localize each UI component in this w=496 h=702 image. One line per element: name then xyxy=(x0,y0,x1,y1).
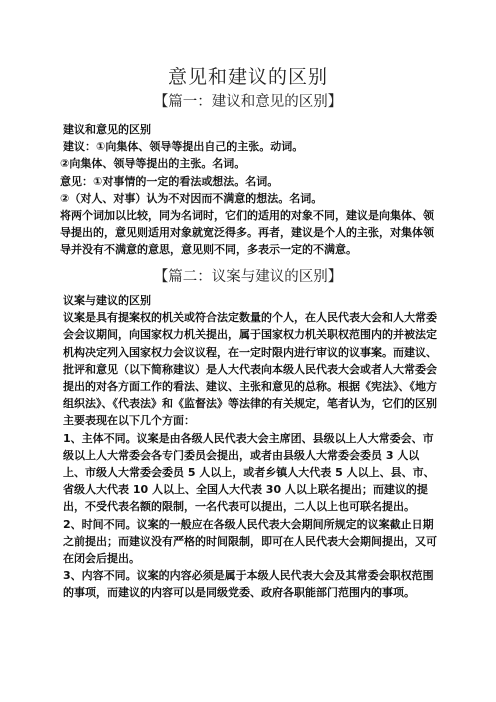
paragraph: 议案是具有提案权的机关或符合法定数量的个人，在人民代表大会和人大常委会会议期间，向国家权力机关提出，属于国家权力机关职权范围内的并被法定机构决定列入国家权力会议议程，在一定时限内进行审议的议事案。而建议、批评和意见（以下简称建议）是人大代表向本级人民代表大会或者人大常委会提出的对各方面工作的看法、建议、主张和意见的总称。根据《宪法》、《地方组织法》、《代表法》和《监督法》等法律的有关规定，笔者认为，它们的区别主要表现在以下几个方面： xyxy=(63,311,437,428)
paragraph: 议案与建议的区别 xyxy=(63,294,151,307)
section-body-2 xyxy=(60,292,440,602)
paragraph: 3、内容不同。议案的内容必须是属于本级人民代表大会及其常委会职权范围的事项，而建议的内容可以是同级党委、政府各职能部门范围内的事项。 xyxy=(63,569,434,600)
document-title: 意见和建议的区别 xyxy=(167,66,328,88)
paragraph: 1、主体不同。议案是由各级人民代表大会主席团、县级以上人大常委会、市级以上人大常委会各专门委员会提出，或者由县级人大常委会委员 3 人以上、市级人大常委会委员 5 人以上，或者乡镇人大代表 5 人以上、县、市、省级人大代表 10 人以上、全国人大代表 30 人以上联名提出；而建议的提出，不受代表名额的限制，一名代表可以提出，二人以上也可联名提出。 xyxy=(63,431,435,514)
section-heading-1: 【篇一：建议和意见的区别】 xyxy=(153,94,343,110)
paragraph: 2、时间不同。议案的一般应在各级人民代表大会期间所规定的议案截止日期之前提出；而建议没有严格的时间限制，即可在人民代表大会期间提出，又可在闭会后提出。 xyxy=(63,517,437,566)
paragraph: 将两个词加以比较，同为名词时，它们的适用的对象不同，建议是向集体、领导提出的，意见则适用对象就宽泛得多。再者，建议是个人的主张，对集体领导并没有不满意的意思，意见则不同，多表示一定的不满意。 xyxy=(60,209,434,257)
paragraph: 意见：①对事情的一定的看法或想法。名词。 xyxy=(60,174,279,188)
section-body-1 xyxy=(60,121,440,259)
paragraph: 建议和意见的区别 xyxy=(63,123,151,136)
section-heading-2: 【篇二：议案与建议的区别】 xyxy=(153,269,343,285)
paragraph: ②（对人、对事）认为不对因而不满意的想法。名词。 xyxy=(60,191,323,205)
paragraph: 建议：①向集体、领导等提出自己的主张。动词。 xyxy=(63,140,304,154)
paragraph: ②向集体、领导等提出的主张。名词。 xyxy=(60,157,246,171)
